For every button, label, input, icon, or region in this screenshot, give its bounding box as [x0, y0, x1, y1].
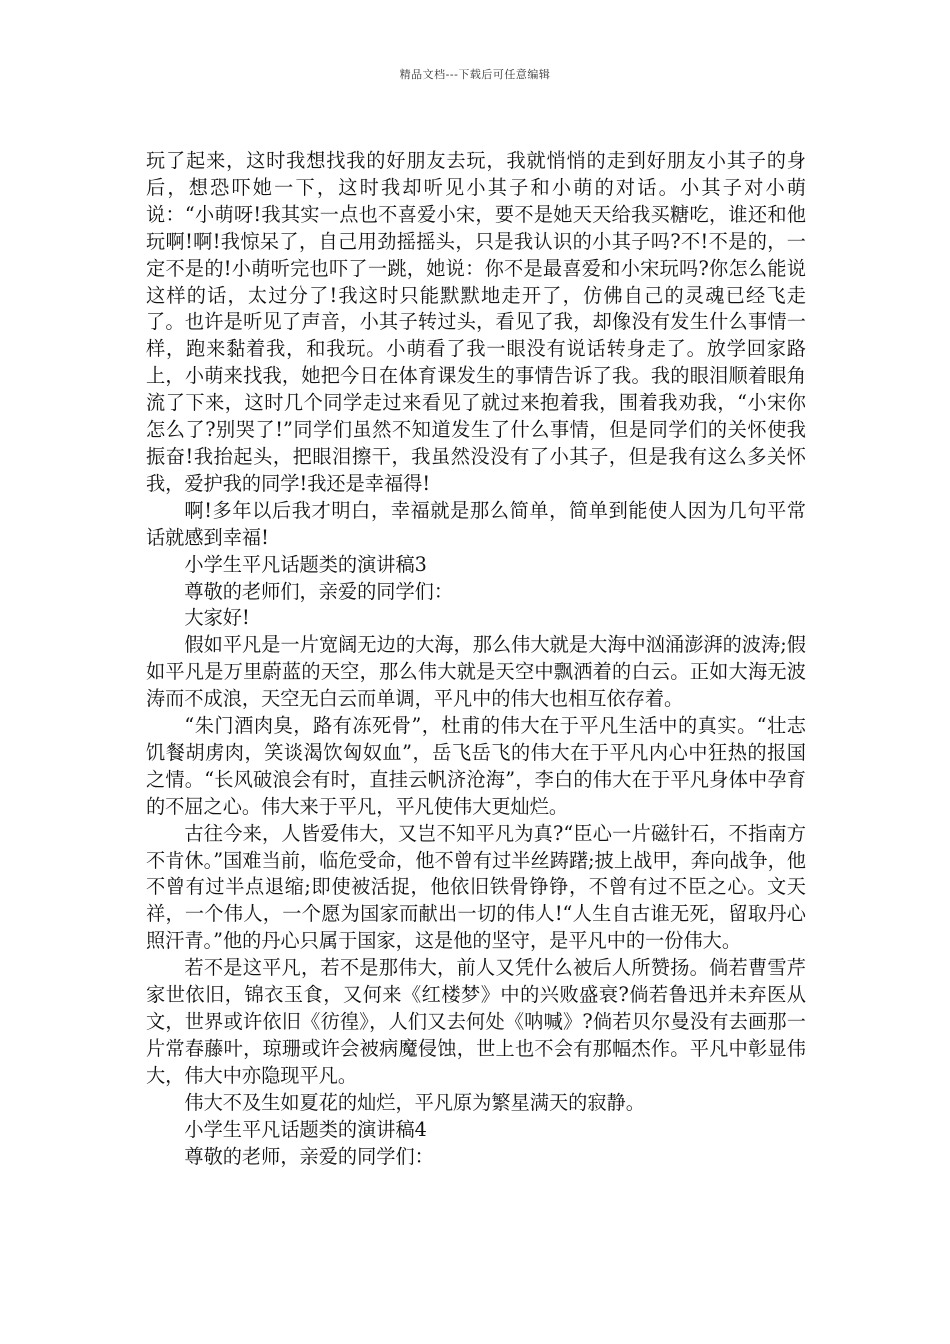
greeting: 大家好!	[184, 606, 250, 630]
paragraph: 伟大不及生如夏花的灿烂，平凡原为繁星满天的寂静。	[184, 1090, 645, 1114]
paragraph: 玩了起来，这时我想找我的好朋友去玩，我就悄悄的走到好朋友小其子的身后，想恐吓她一下，这时我却听见小其子和小萌的对话。小其子对小萌说：“小萌呀!我其实一点也不喜爱小宋，要不是她天天给我买糖吃，谁还和他玩啊!啊!我惊呆了，自己用劲摇摇头，只是我认识的小其子吗?不!不是的，一定不是的!小萌听完也吓了一跳，她说：你不是最喜爱和小宋玩吗?你怎么能说这样的话，太过分了!我这时只能默默地走开了，仿佛自己的灵魂已经飞走了。也许是听见了声音，小其子转过头，看见了我，却像没有发生什么事情一样，跑来黏着我，和我玩。小萌看了我一眼没有说话转身走了。放学回家路上，小萌来找我，她把今日在体育课发生的事情告诉了我。我的眼泪顺着眼角流了下来，这时几个同学走过来看见了就过来抱着我，围着我劝我，“小宋你怎么了?别哭了!”同学们虽然不知道发生了什么事情，但是同学们的关怀使我振奋!我抬起头，把眼泪擦干，我虽然没没有了小其子，但是我有这么多关怀我，爱护我的同学!我还是幸福得!	[146, 149, 806, 495]
document-body	[146, 148, 806, 1170]
page-header: 精品文档---下载后可任意编辑	[399, 68, 551, 81]
paragraph: 假如平凡是一片宽阔无边的大海，那么伟大就是大海中汹涌澎湃的波涛;假如平凡是万里蔚蓝的天空，那么伟大就是天空中飘洒着的白云。正如大海无波涛而不成浪，天空无白云而单调，平凡中的伟大也相互依存着。	[146, 633, 806, 711]
section-heading: 小学生平凡话题类的演讲稿4	[184, 1117, 427, 1141]
paragraph: 啊!多年以后我才明白，幸福就是那么简单，简单到能使人因为几句平常话就感到幸福!	[146, 498, 806, 549]
paragraph: 若不是这平凡，若不是那伟大，前人又凭什么被后人所赞扬。倘若曹雪芹家世依旧，锦衣玉食，又何来《红楼梦》中的兴败盛衰?倘若鲁迅并未弃医从文，世界或许依旧《彷徨》，人们又去何处《呐喊》?倘若贝尔曼没有去画那一片常春藤叶，琼珊或许会被病魔侵蚀，世上也不会有那幅杰作。平凡中彰显伟大，伟大中亦隐现平凡。	[146, 956, 806, 1087]
salutation: 尊敬的老师们，亲爱的同学们：	[184, 579, 454, 603]
salutation: 尊敬的老师，亲爱的同学们：	[184, 1144, 434, 1168]
paragraph: “朱门酒肉臭，路有冻死骨”，杜甫的伟大在于平凡生活中的真实。“壮志饥餐胡虏肉，笑谈渴饮匈奴血”，岳飞岳飞的伟大在于平凡内心中狂热的报国之情。“长风破浪会有时，直挂云帆济沧海”，李白的伟大在于平凡身体中孕育的不屈之心。伟大来于平凡，平凡使伟大更灿烂。	[146, 714, 806, 818]
paragraph: 古往今来，人皆爱伟大，又岂不知平凡为真?“臣心一片磁针石，不指南方不肯休。”国难当前，临危受命，他不曾有过半丝踌躇;披上战甲，奔向战争，他不曾有过半点退缩;即使被活捉，他依旧铁骨铮铮，不曾有过不臣之心。文天祥，一个伟人，一个愿为国家而献出一切的伟人!“人生自古谁无死，留取丹心照汗青。”他的丹心只属于国家，这是他的坚守，是平凡中的一份伟大。	[146, 821, 806, 953]
section-heading: 小学生平凡话题类的演讲稿3	[184, 552, 427, 576]
